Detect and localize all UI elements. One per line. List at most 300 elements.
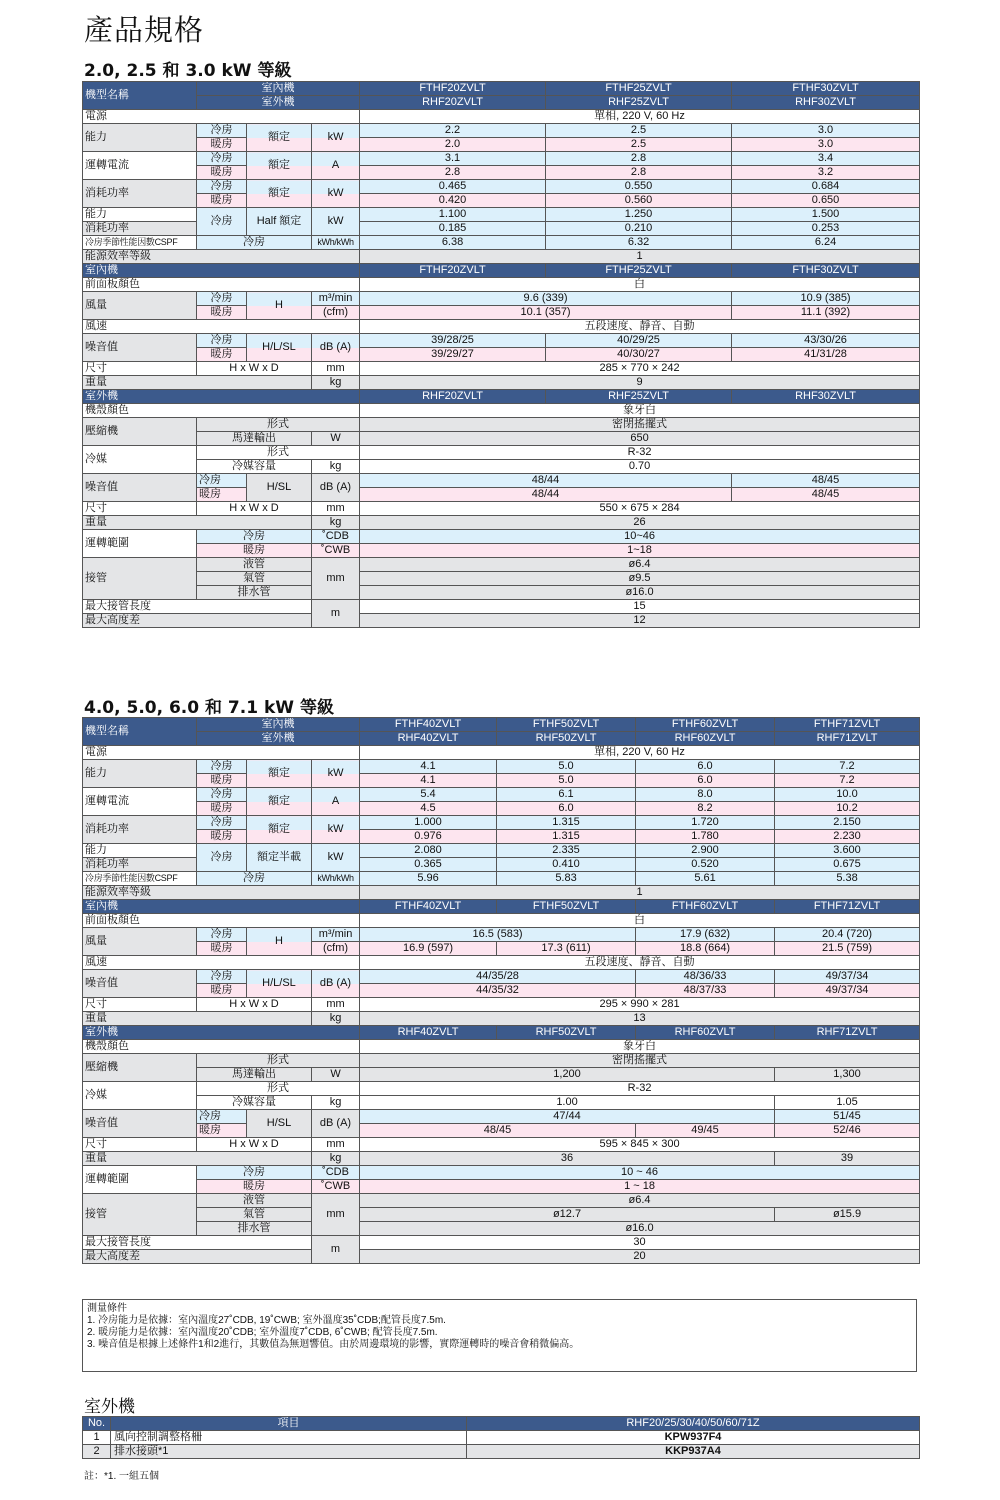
cell-value: 單相, 220 V, 60 Hz [360, 110, 920, 124]
unit: m [312, 600, 360, 628]
cell-value: 10.1 (357) [360, 306, 732, 320]
cell-value: 47/44 [360, 1110, 775, 1124]
cell-value: 象牙白 [360, 1040, 920, 1054]
sub-label: 冷媒容量 [197, 460, 312, 474]
model-cell: FTHF25ZVLT [546, 82, 732, 96]
row-label: 機殼顏色 [83, 404, 360, 418]
row-label: 能力 [83, 208, 197, 222]
cell-value: 2.230 [775, 830, 920, 844]
item-name: 排水接頭*1 [111, 1445, 467, 1459]
mode-cool: 冷房 [197, 872, 312, 886]
cell-value: 6.0 [636, 774, 775, 788]
row-label: 能力 [83, 844, 197, 858]
cell-value: 2.150 [775, 816, 920, 830]
model-cell: RHF25ZVLT [546, 96, 732, 110]
unit: W [312, 1068, 360, 1082]
row-label: 壓縮機 [83, 1054, 197, 1082]
unit: kW [312, 760, 360, 788]
cell-value: 10.9 (385) [732, 292, 920, 306]
mode-heat: 暖房 [197, 1124, 247, 1138]
row-label: 接管 [83, 558, 197, 600]
cell-value: 41/31/28 [732, 348, 920, 362]
table-row [83, 1431, 920, 1445]
model-cell: FTHF20ZVLT [360, 264, 546, 278]
cell-value: 6.1 [497, 788, 636, 802]
unit: dB (A) [312, 334, 360, 362]
cell-value: 0.675 [775, 858, 920, 872]
model-cell: FTHF50ZVLT [497, 900, 636, 914]
cell-value: 0.365 [360, 858, 497, 872]
level-label: H/L/SL [247, 334, 312, 362]
unit: kW [312, 208, 360, 236]
sub-label: 馬達輸出 [197, 1068, 312, 1082]
level-label: H [247, 928, 312, 956]
table-header-row [83, 82, 920, 96]
section2-heading: 4.0, 5.0, 6.0 和 7.1 kW 等級 [84, 698, 334, 718]
row-label: 風速 [83, 320, 360, 334]
cell-value: 2.5 [546, 124, 732, 138]
cell-value: 16.9 (597) [360, 942, 497, 956]
unit: kW [312, 816, 360, 844]
mode-heat: 暖房 [197, 138, 247, 152]
cell-value: 2.335 [497, 844, 636, 858]
level-label: H [247, 292, 312, 320]
rated-label: Half 額定 [247, 208, 312, 236]
unit: m [312, 1236, 360, 1264]
row-label: 能源效率等級 [83, 886, 360, 900]
cell-value: 17.3 (611) [497, 942, 636, 956]
cell-value: 0.253 [732, 222, 920, 236]
cell-value: 1.250 [546, 208, 732, 222]
mode-cool: 冷房 [197, 124, 247, 138]
cell-value: 6.38 [360, 236, 546, 250]
cell-value: 49/37/34 [775, 970, 920, 984]
unit: mm [312, 1138, 360, 1152]
rated-label: 額定 [247, 816, 312, 844]
sub-label: 形式 [197, 1054, 360, 1068]
cell-value: 6.24 [732, 236, 920, 250]
mode-heat: 暖房 [197, 1180, 312, 1194]
sub-label: 形式 [197, 446, 360, 460]
cell-value: 五段速度、靜音、自動 [360, 320, 920, 334]
sub-label: 氣管 [197, 1208, 312, 1222]
unit: ˚CWB [312, 544, 360, 558]
mode-heat: 暖房 [197, 348, 247, 362]
sub-label: 馬達輸出 [197, 432, 312, 446]
cell-value: 5.83 [497, 872, 636, 886]
mode-cool: 冷房 [197, 530, 312, 544]
mode-cool: 冷房 [197, 152, 247, 166]
mode-cool: 冷房 [197, 816, 247, 830]
unit: dB (A) [312, 1110, 360, 1138]
spec-table-small [82, 81, 920, 628]
unit: (cfm) [312, 306, 360, 320]
cell-value: 5.0 [497, 774, 636, 788]
footnote: 註：*1. 一組五個 [84, 1471, 160, 1482]
model-cell: RHF50ZVLT [497, 732, 636, 746]
mode-cool: 冷房 [197, 788, 247, 802]
cell-value: 0.185 [360, 222, 546, 236]
cell-value: 5.96 [360, 872, 497, 886]
row-label: 能源效率等級 [83, 250, 360, 264]
cell-value: 2.900 [636, 844, 775, 858]
cell-value: 0.420 [360, 194, 546, 208]
model-cell: RHF30ZVLT [732, 96, 920, 110]
cell-value: 1.05 [775, 1096, 920, 1110]
cell-value: ø9.5 [360, 572, 920, 586]
mode-heat: 暖房 [197, 544, 312, 558]
row-label: 運轉電流 [83, 152, 197, 180]
cell-value: 1.315 [497, 816, 636, 830]
cell-value: 1 [360, 886, 920, 900]
cell-value: 白 [360, 914, 920, 928]
outdoor-unit-header: 室外機 [83, 1026, 360, 1040]
model-cell: RHF71ZVLT [775, 732, 920, 746]
cell-value: 1 [360, 250, 920, 264]
cell-value: 16.5 (583) [360, 928, 636, 942]
model-cell: RHF40ZVLT [360, 732, 497, 746]
cell-value: 2.0 [360, 138, 546, 152]
mode-cool: 冷房 [197, 292, 247, 306]
mode-heat: 暖房 [197, 166, 247, 180]
cell-value: 7.2 [775, 774, 920, 788]
unit: kWh/kWh [312, 236, 360, 250]
table-row [83, 124, 920, 138]
unit: kg [312, 1096, 360, 1110]
mode-cool: 冷房 [197, 1166, 312, 1180]
unit: mm [312, 1194, 360, 1236]
mode-cool: 冷房 [197, 1110, 247, 1124]
unit: (cfm) [312, 942, 360, 956]
cell-value: 6.32 [546, 236, 732, 250]
rated-label: 額定 [247, 124, 312, 152]
row-label: 電源 [83, 110, 360, 124]
cell-value: 48/45 [732, 488, 920, 502]
part-code: KPW937F4 [467, 1431, 920, 1445]
indoor-label: 室內機 [197, 718, 360, 732]
sub-label: 排水管 [197, 1222, 312, 1236]
accessories-table [82, 1416, 920, 1459]
rated-label: 額定 [247, 788, 312, 816]
cell-value: 0.520 [636, 858, 775, 872]
mode-heat: 暖房 [197, 194, 247, 208]
cell-value: 1.315 [497, 830, 636, 844]
row-label: 噪音值 [83, 474, 197, 502]
row-number: 2 [83, 1445, 111, 1459]
cell-value: 10 ~ 46 [360, 1166, 920, 1180]
cell-value: 49/37/34 [775, 984, 920, 998]
sub-label: 冷媒容量 [197, 1096, 312, 1110]
cell-value: 0.465 [360, 180, 546, 194]
cell-value: 13 [360, 1012, 920, 1026]
row-label: 能力 [83, 124, 197, 152]
rated-label: 額定半載 [247, 844, 312, 872]
cell-value: 0.560 [546, 194, 732, 208]
cell-value: 39 [775, 1152, 920, 1166]
row-label: 最大高度差 [83, 614, 312, 628]
cell-value: 0.650 [732, 194, 920, 208]
model-cell: RHF60ZVLT [636, 1026, 775, 1040]
row-label: 運轉電流 [83, 788, 197, 816]
cell-value: 30 [360, 1236, 920, 1250]
rated-label: 額定 [247, 152, 312, 180]
note-item: 2. 暖房能力是依據：室內溫度20˚CDB; 室外溫度7˚CDB, 6˚CWB; 配管長度7.5m. [87, 1327, 438, 1338]
model-cell: RHF71ZVLT [775, 1026, 920, 1040]
mode-heat: 暖房 [197, 802, 247, 816]
cell-value: 0.550 [546, 180, 732, 194]
row-label: 重量 [83, 1152, 312, 1166]
level-label: H/L/SL [247, 970, 312, 998]
cell-value: 1~18 [360, 544, 920, 558]
cell-value: 4.5 [360, 802, 497, 816]
row-label: 重量 [83, 516, 312, 530]
row-label: 冷房季節性能因數CSPF [83, 236, 197, 250]
row-label: 運轉範圍 [83, 1166, 197, 1194]
row-label: 風速 [83, 956, 360, 970]
cell-value: 1,300 [775, 1068, 920, 1082]
cell-value: 48/44 [360, 474, 732, 488]
cell-value: 36 [360, 1152, 775, 1166]
column-header: RHF20/25/30/40/50/60/71Z [467, 1417, 920, 1431]
cell-value: 21.5 (759) [775, 942, 920, 956]
cell-value: 9 [360, 376, 920, 390]
cell-value: ø6.4 [360, 1194, 920, 1208]
row-label: 冷媒 [83, 1082, 197, 1110]
model-name-label: 機型名稱 [83, 718, 197, 746]
mode-cool: 冷房 [197, 970, 247, 984]
dimension-label: H x W x D [197, 1138, 312, 1152]
model-cell: RHF60ZVLT [636, 732, 775, 746]
cell-value: 550 × 675 × 284 [360, 502, 920, 516]
section1-heading: 2.0, 2.5 和 3.0 kW 等級 [84, 61, 292, 81]
outdoor-label: 室外機 [197, 732, 360, 746]
unit: A [312, 152, 360, 180]
model-cell: FTHF30ZVLT [732, 264, 920, 278]
model-cell: FTHF60ZVLT [636, 718, 775, 732]
row-label: 前面板顏色 [83, 914, 360, 928]
model-cell: RHF20ZVLT [360, 390, 546, 404]
model-cell: FTHF71ZVLT [775, 718, 920, 732]
spec-table-large [82, 717, 920, 1264]
cell-value: 11.1 (392) [732, 306, 920, 320]
mode-cool: 冷房 [197, 208, 247, 236]
note-item: 1. 冷房能力是依據：室內溫度27˚CDB, 19˚CWB; 室外溫度35˚CDB;配管長度7.5m. [87, 1315, 446, 1326]
column-header: 項目 [111, 1417, 467, 1431]
cell-value: 2.5 [546, 138, 732, 152]
level-label: H/SL [247, 1110, 312, 1138]
cell-value: 9.6 (339) [360, 292, 732, 306]
unit: mm [312, 502, 360, 516]
cell-value: 20 [360, 1250, 920, 1264]
row-label: 尺寸 [83, 502, 197, 516]
accessories-heading: 室外機 [84, 1397, 135, 1417]
row-label: 接管 [83, 1194, 197, 1236]
sub-label: 液管 [197, 1194, 312, 1208]
unit: kg [312, 1152, 360, 1166]
cell-value: 單相, 220 V, 60 Hz [360, 746, 920, 760]
sub-label: 液管 [197, 558, 312, 572]
mode-cool: 冷房 [197, 474, 247, 488]
row-number: 1 [83, 1431, 111, 1445]
cell-value: 48/36/33 [636, 970, 775, 984]
row-label: 噪音值 [83, 334, 197, 362]
cell-value: 4.1 [360, 760, 497, 774]
row-label: 冷房季節性能因數CSPF [83, 872, 197, 886]
cell-value: ø16.0 [360, 1222, 920, 1236]
sub-label: 排水管 [197, 586, 312, 600]
cell-value: 0.70 [360, 460, 920, 474]
unit: m³/min [312, 292, 360, 306]
row-label: 能力 [83, 760, 197, 788]
cell-value: 8.2 [636, 802, 775, 816]
cell-value: 20.4 (720) [775, 928, 920, 942]
cell-value: 595 × 845 × 300 [360, 1138, 920, 1152]
cell-value: 12 [360, 614, 920, 628]
cell-value: 295 × 990 × 281 [360, 998, 920, 1012]
rated-label: 額定 [247, 180, 312, 208]
cell-value: ø15.9 [775, 1208, 920, 1222]
cell-value: 1 ~ 18 [360, 1180, 920, 1194]
cell-value: ø6.4 [360, 558, 920, 572]
indoor-label: 室內機 [197, 82, 360, 96]
unit: ˚CDB [312, 530, 360, 544]
model-cell: FTHF30ZVLT [732, 82, 920, 96]
cell-value: 48/45 [360, 1124, 636, 1138]
row-label: 消耗功率 [83, 180, 197, 208]
row-label: 尺寸 [83, 1138, 197, 1152]
unit: kg [312, 460, 360, 474]
model-cell: FTHF71ZVLT [775, 900, 920, 914]
cell-value: 6.0 [497, 802, 636, 816]
model-cell: RHF25ZVLT [546, 390, 732, 404]
row-label: 最大接管長度 [83, 1236, 312, 1250]
item-name: 風向控制調整格柵 [111, 1431, 467, 1445]
cell-value: 10~46 [360, 530, 920, 544]
row-label: 機殼顏色 [83, 1040, 360, 1054]
cell-value: 象牙白 [360, 404, 920, 418]
row-label: 電源 [83, 746, 360, 760]
unit: kW [312, 844, 360, 872]
cell-value: 7.2 [775, 760, 920, 774]
unit: kg [312, 516, 360, 530]
unit: kWh/kWh [312, 872, 360, 886]
unit: ˚CDB [312, 1166, 360, 1180]
cell-value: 17.9 (632) [636, 928, 775, 942]
model-name-label: 機型名稱 [83, 82, 197, 110]
row-label: 消耗功率 [83, 816, 197, 844]
unit: mm [312, 558, 360, 600]
row-label: 最大接管長度 [83, 600, 312, 614]
cell-value: 52/46 [775, 1124, 920, 1138]
unit: kW [312, 124, 360, 152]
row-label: 風量 [83, 292, 197, 320]
model-cell: FTHF25ZVLT [546, 264, 732, 278]
mode-heat: 暖房 [197, 306, 247, 320]
column-header: No. [83, 1417, 111, 1431]
cell-value: 3.0 [732, 124, 920, 138]
cell-value: 2.080 [360, 844, 497, 858]
note-item: 3. 噪音值是根據上述條件1和2進行，其數值為無迴響值。由於周邊環境的影響，實際運轉時的噪音會稍微偏高。 [87, 1339, 580, 1350]
model-cell: FTHF40ZVLT [360, 900, 497, 914]
cell-value: 0.410 [497, 858, 636, 872]
cell-value: 18.8 (664) [636, 942, 775, 956]
cell-value: 6.0 [636, 760, 775, 774]
unit: A [312, 788, 360, 816]
cell-value: 10.2 [775, 802, 920, 816]
unit: mm [312, 998, 360, 1012]
cell-value: 2.8 [546, 166, 732, 180]
mode-heat: 暖房 [197, 488, 247, 502]
mode-heat: 暖房 [197, 830, 247, 844]
cell-value: 3.0 [732, 138, 920, 152]
cell-value: 密閉搖擺式 [360, 1054, 920, 1068]
unit: dB (A) [312, 970, 360, 998]
cell-value: 48/37/33 [636, 984, 775, 998]
cell-value: 5.4 [360, 788, 497, 802]
cell-value: 1.000 [360, 816, 497, 830]
mode-cool: 冷房 [197, 334, 247, 348]
mode-cool: 冷房 [197, 236, 312, 250]
row-label: 噪音值 [83, 1110, 197, 1138]
unit: m³/min [312, 928, 360, 942]
cell-value: 3.4 [732, 152, 920, 166]
cell-value: 650 [360, 432, 920, 446]
sub-label: 氣管 [197, 572, 312, 586]
row-label: 冷媒 [83, 446, 197, 474]
rated-label: 額定 [247, 760, 312, 788]
cell-value: ø16.0 [360, 586, 920, 600]
cell-value: 26 [360, 516, 920, 530]
cell-value: 5.0 [497, 760, 636, 774]
cell-value: 1.720 [636, 816, 775, 830]
model-cell: FTHF40ZVLT [360, 718, 497, 732]
cell-value: 五段速度、靜音、自動 [360, 956, 920, 970]
dimension-label: H x W x D [197, 362, 312, 376]
row-label: 尺寸 [83, 362, 197, 376]
unit: kg [312, 1012, 360, 1026]
row-label: 前面板顏色 [83, 278, 360, 292]
mode-cool: 冷房 [197, 760, 247, 774]
cell-value: 285 × 770 × 242 [360, 362, 920, 376]
sub-label: 形式 [197, 1082, 360, 1096]
cell-value: 2.2 [360, 124, 546, 138]
row-label: 重量 [83, 376, 312, 390]
row-label: 噪音值 [83, 970, 197, 998]
cell-value: 3.600 [775, 844, 920, 858]
model-cell: RHF50ZVLT [497, 1026, 636, 1040]
cell-value: 40/29/25 [546, 334, 732, 348]
cell-value: 49/45 [636, 1124, 775, 1138]
cell-value: 密閉搖擺式 [360, 418, 920, 432]
cell-value: 0.684 [732, 180, 920, 194]
cell-value: 51/45 [775, 1110, 920, 1124]
cell-value: 1.100 [360, 208, 546, 222]
row-label: 消耗功率 [83, 222, 197, 236]
cell-value: 39/28/25 [360, 334, 546, 348]
dimension-label: H x W x D [197, 502, 312, 516]
mode-heat: 暖房 [197, 942, 247, 956]
cell-value: R-32 [360, 1082, 920, 1096]
unit: W [312, 432, 360, 446]
model-cell: FTHF20ZVLT [360, 82, 546, 96]
cell-value: ø12.7 [360, 1208, 775, 1222]
cell-value: 44/35/28 [360, 970, 636, 984]
model-cell: RHF20ZVLT [360, 96, 546, 110]
cell-value: 1.00 [360, 1096, 775, 1110]
cell-value: 15 [360, 600, 920, 614]
outdoor-label: 室外機 [197, 96, 360, 110]
measurement-notes [82, 1299, 917, 1372]
